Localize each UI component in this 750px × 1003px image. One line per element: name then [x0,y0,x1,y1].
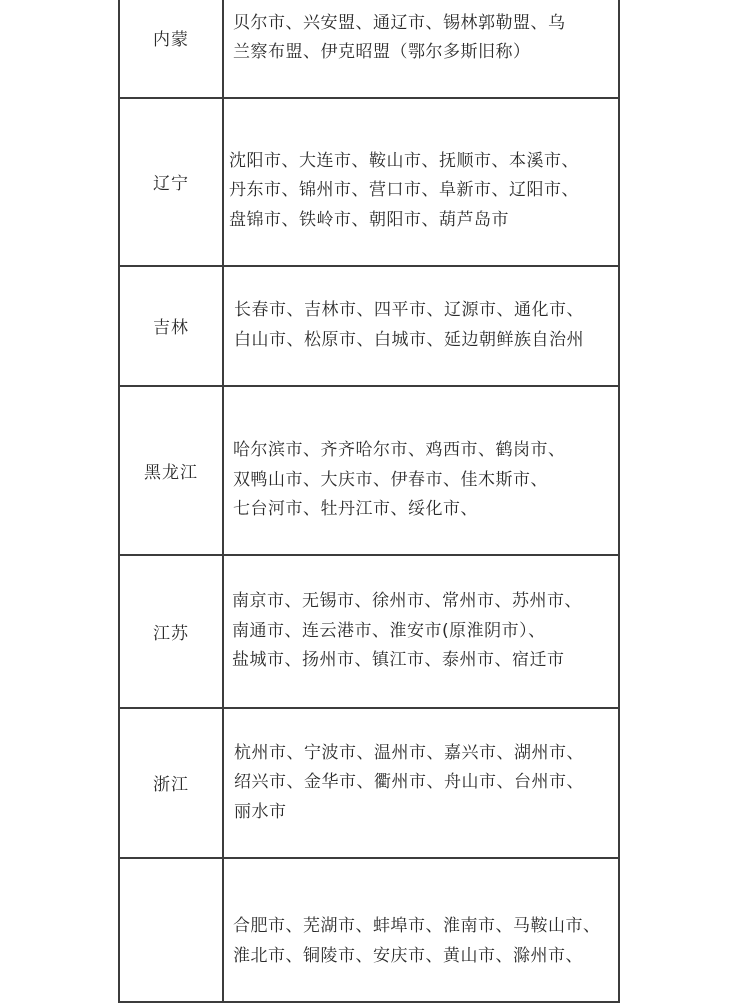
province-cell: 黑龙江 [119,386,223,556]
province-cell: 辽宁 [119,98,223,266]
cities-text: 杭州市、宁波市、温州市、嘉兴市、湖州市、 绍兴市、金华市、衢州市、舟山市、台州市、 丽水市 [234,742,584,822]
province-city-table [118,0,620,1003]
table-row-zhejiang [119,708,619,858]
table-row-heilongjiang [119,386,619,556]
table-row-jilin [119,266,619,386]
table-row-neimeng [119,0,619,98]
cities-text: 哈尔滨市、齐齐哈尔市、鸡西市、鹤岗市、 双鸭山市、大庆市、伊春市、佳木斯市、 七台河市、牡丹江市、绥化市、 [233,440,566,519]
cities-cell [223,0,619,98]
cities-cell [223,708,619,858]
province-cell: 内蒙 [119,0,223,98]
table-row-anhui [119,858,619,1002]
province-cell [119,858,223,1002]
table-row-liaoning [119,98,619,266]
cities-text: 南京市、无锡市、徐州市、常州市、苏州市、 南通市、连云港市、淮安市(原淮阴市）、 盐城市、扬州市、镇江市、泰州市、宿迁市 [232,591,582,671]
cities-text: 长春市、吉林市、四平市、辽源市、通化市、 白山市、松原市、白城市、延边朝鲜族自治州 [234,300,584,350]
province-cell: 浙江 [119,708,223,858]
cities-text: 合肥市、芜湖市、蚌埠市、淮南市、马鞍山市、 淮北市、铜陵市、安庆市、黄山市、滁州市、 [233,916,601,966]
cities-cell [223,386,619,556]
cities-cell [223,555,619,708]
province-cell: 吉林 [119,266,223,386]
province-cell: 江苏 [119,555,223,708]
cities-cell [223,858,619,1002]
cities-text: 贝尔市、兴安盟、通辽市、锡林郭勒盟、乌 兰察布盟、伊克昭盟（鄂尔多斯旧称） [233,12,566,62]
cities-text: 沈阳市、大连市、鞍山市、抚顺市、本溪市、 丹东市、锦州市、营口市、阜新市、辽阳市、 盘锦市、铁岭市、朝阳市、葫芦岛市 [229,150,579,230]
table-row-jiangsu [119,555,619,708]
cities-cell [223,98,619,266]
cities-cell [223,266,619,386]
